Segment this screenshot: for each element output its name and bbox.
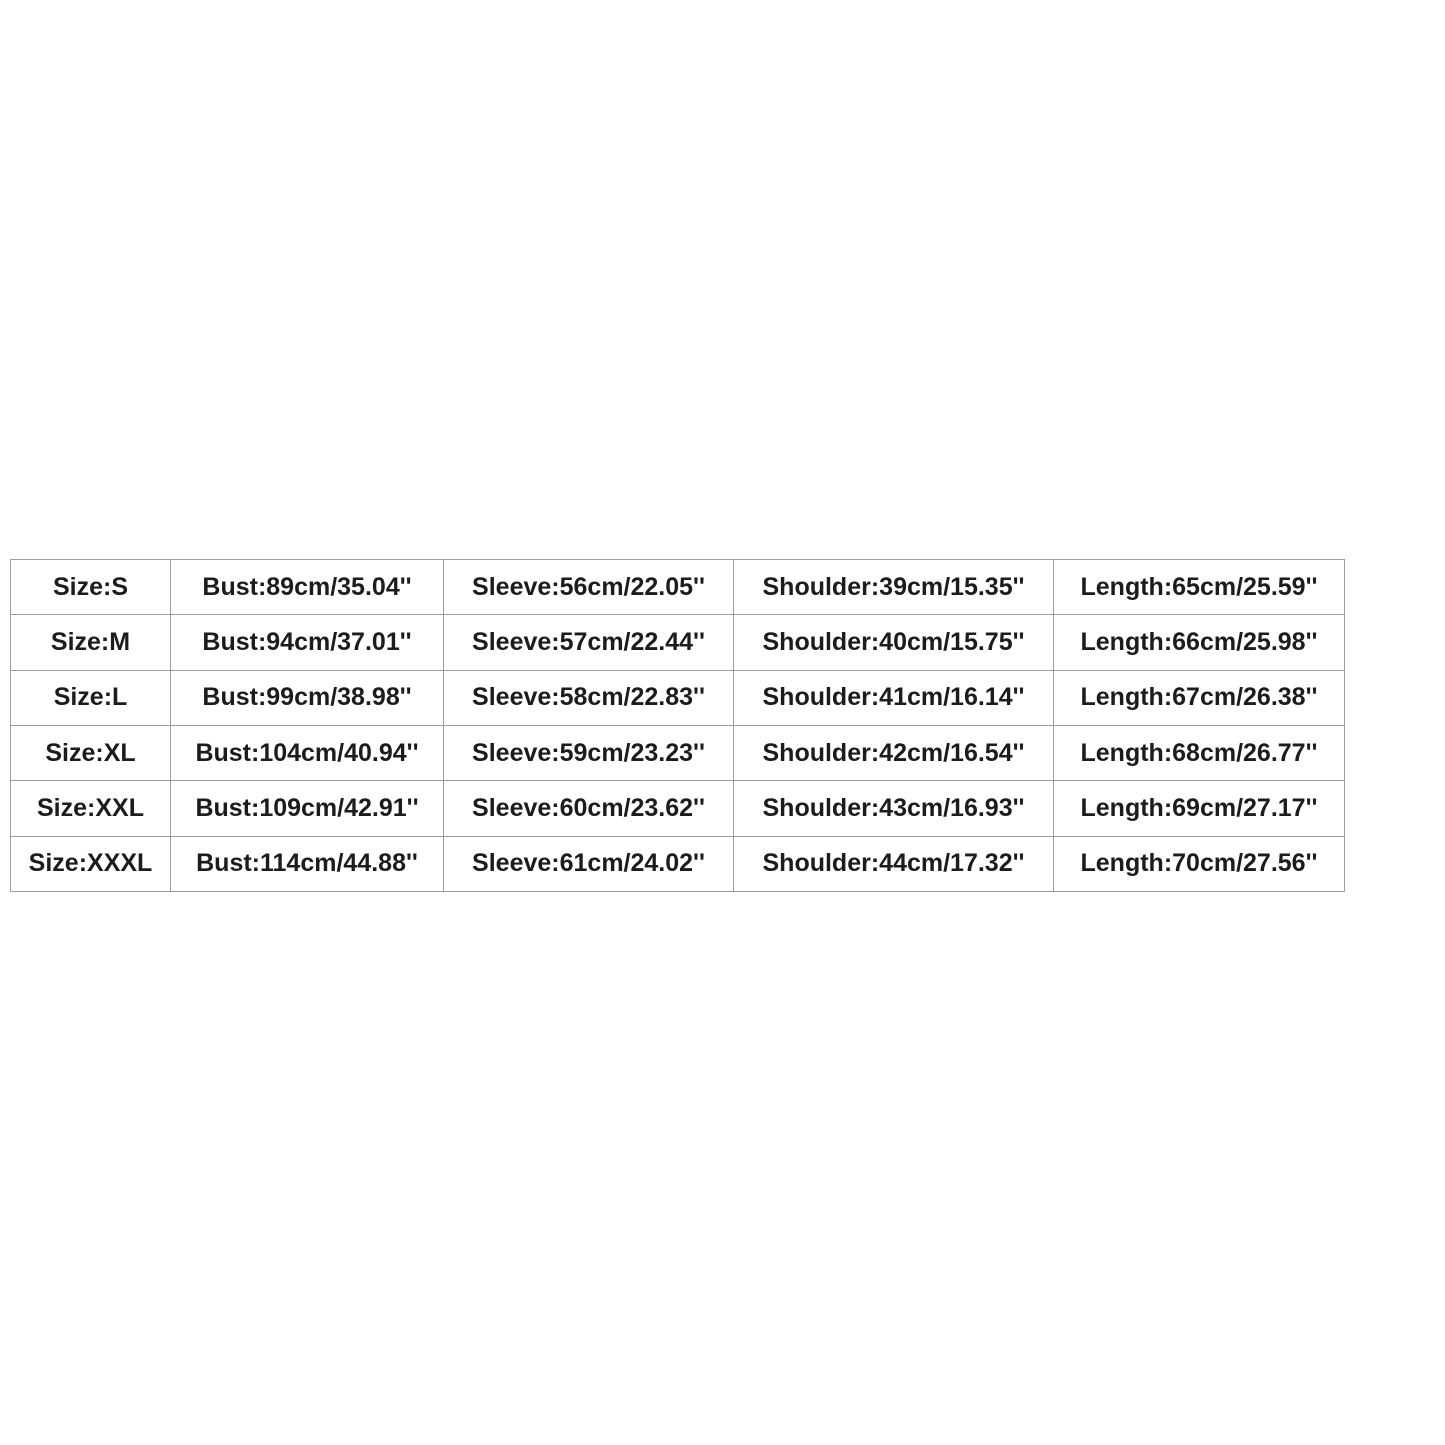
size-chart-table xyxy=(10,559,1345,892)
size-cell: Size:S xyxy=(11,560,171,615)
table-row-size-xl xyxy=(11,725,1345,780)
table-row-size-l xyxy=(11,670,1345,725)
bust-cell: Bust:94cm/37.01'' xyxy=(171,615,444,670)
length-cell: Length:66cm/25.98'' xyxy=(1054,615,1345,670)
table-row-size-s xyxy=(11,560,1345,615)
shoulder-cell: Shoulder:43cm/16.93'' xyxy=(734,781,1054,836)
shoulder-cell: Shoulder:42cm/16.54'' xyxy=(734,725,1054,780)
sleeve-cell: Sleeve:60cm/23.62'' xyxy=(444,781,734,836)
sleeve-cell: Sleeve:56cm/22.05'' xyxy=(444,560,734,615)
size-chart-container xyxy=(10,559,1344,892)
size-cell: Size:XXL xyxy=(11,781,171,836)
table-row-size-xxl xyxy=(11,781,1345,836)
sleeve-cell: Sleeve:57cm/22.44'' xyxy=(444,615,734,670)
table-row-size-m xyxy=(11,615,1345,670)
size-cell: Size:XXXL xyxy=(11,836,171,891)
shoulder-cell: Shoulder:40cm/15.75'' xyxy=(734,615,1054,670)
length-cell: Length:67cm/26.38'' xyxy=(1054,670,1345,725)
length-cell: Length:65cm/25.59'' xyxy=(1054,560,1345,615)
size-cell: Size:XL xyxy=(11,725,171,780)
length-cell: Length:68cm/26.77'' xyxy=(1054,725,1345,780)
size-cell: Size:M xyxy=(11,615,171,670)
size-cell: Size:L xyxy=(11,670,171,725)
length-cell: Length:69cm/27.17'' xyxy=(1054,781,1345,836)
length-cell: Length:70cm/27.56'' xyxy=(1054,836,1345,891)
shoulder-cell: Shoulder:41cm/16.14'' xyxy=(734,670,1054,725)
sleeve-cell: Sleeve:59cm/23.23'' xyxy=(444,725,734,780)
shoulder-cell: Shoulder:44cm/17.32'' xyxy=(734,836,1054,891)
bust-cell: Bust:89cm/35.04'' xyxy=(171,560,444,615)
sleeve-cell: Sleeve:58cm/22.83'' xyxy=(444,670,734,725)
table-row-size-xxxl xyxy=(11,836,1345,891)
bust-cell: Bust:109cm/42.91'' xyxy=(171,781,444,836)
sleeve-cell: Sleeve:61cm/24.02'' xyxy=(444,836,734,891)
bust-cell: Bust:114cm/44.88'' xyxy=(171,836,444,891)
bust-cell: Bust:104cm/40.94'' xyxy=(171,725,444,780)
bust-cell: Bust:99cm/38.98'' xyxy=(171,670,444,725)
shoulder-cell: Shoulder:39cm/15.35'' xyxy=(734,560,1054,615)
